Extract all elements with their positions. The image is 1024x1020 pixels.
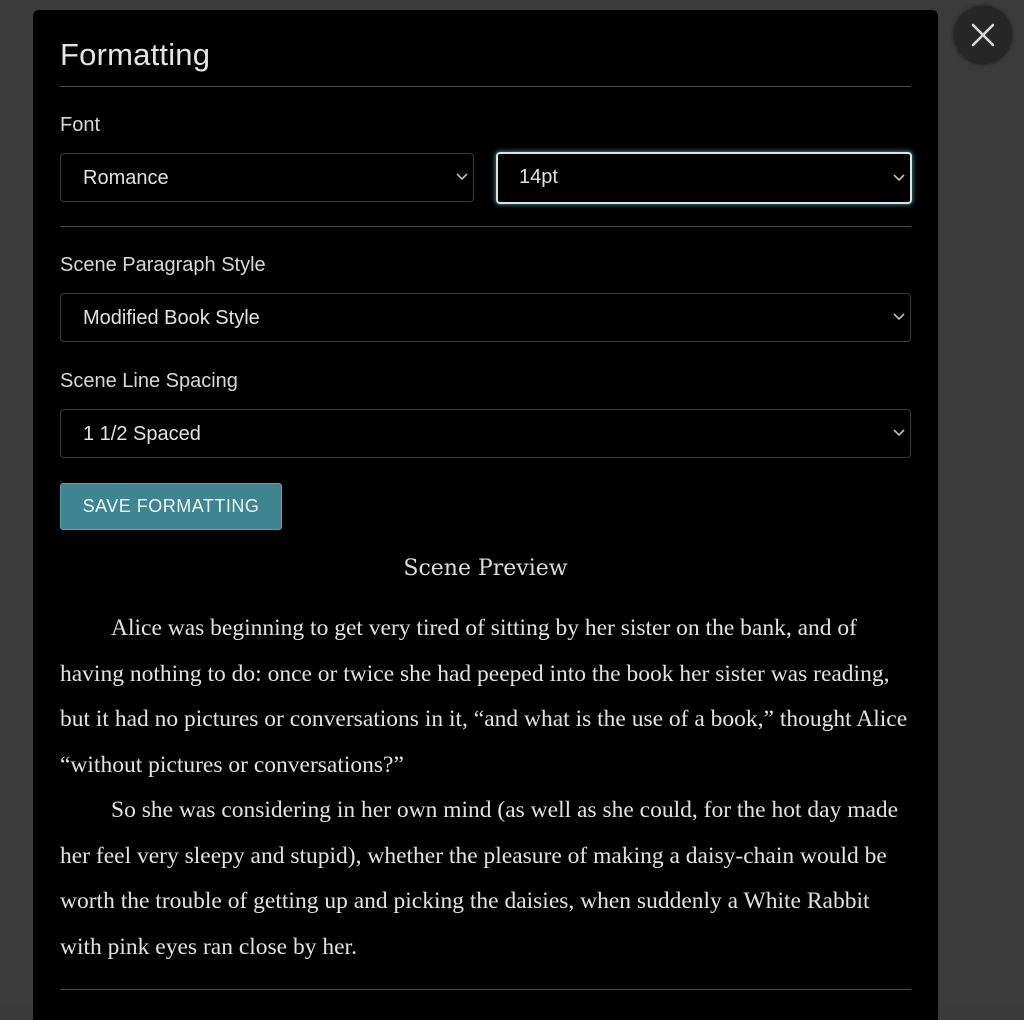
- font-size-select[interactable]: [496, 152, 912, 204]
- chevron-down-icon: [892, 173, 906, 183]
- line-spacing-label: Scene Line Spacing: [60, 370, 238, 392]
- preview-divider: [60, 989, 911, 990]
- title-divider: [60, 86, 911, 87]
- preview-paragraph: So she was considering in her own mind (as well as she could, for the hot day made her feel very sleepy and stupid), whether the pleasure of making a daisy-chain would be worth the trouble of getting up and picking the daisies, when suddenly a White Rabbit with pink eyes ran close by her.: [60, 797, 899, 960]
- chevron-down-icon: [455, 172, 469, 182]
- paragraph-style-select[interactable]: [60, 293, 911, 342]
- chevron-down-icon: [892, 428, 906, 438]
- paragraph-style-value: Modified Book Style: [83, 307, 260, 329]
- close-button[interactable]: [954, 6, 1012, 64]
- font-size-value: 14pt: [519, 166, 558, 188]
- font-family-value: Romance: [83, 167, 169, 189]
- save-formatting-button[interactable]: SAVE FORMATTING: [60, 483, 282, 530]
- chevron-down-icon: [892, 312, 906, 322]
- modal-title: Formatting: [60, 37, 211, 72]
- font-section-divider: [60, 226, 911, 227]
- line-spacing-select[interactable]: [60, 409, 911, 458]
- font-family-select[interactable]: [60, 153, 474, 202]
- preview-paragraph: Alice was beginning to get very tired of sitting by her sister on the bank, and of having nothing to do: once or twice she had peeped into the book her sister was reading, but it had no pictures or conversations in it, “and what is the use of a book,” thought Alice “without pictures or conversations?”: [60, 615, 908, 778]
- line-spacing-value: 1 1/2 Spaced: [83, 423, 201, 445]
- scene-preview: [60, 606, 911, 970]
- close-icon: [971, 23, 995, 47]
- formatting-modal: [33, 10, 938, 1020]
- font-label: Font: [60, 114, 101, 136]
- paragraph-style-label: Scene Paragraph Style: [60, 254, 266, 276]
- preview-title: Scene Preview: [403, 556, 568, 581]
